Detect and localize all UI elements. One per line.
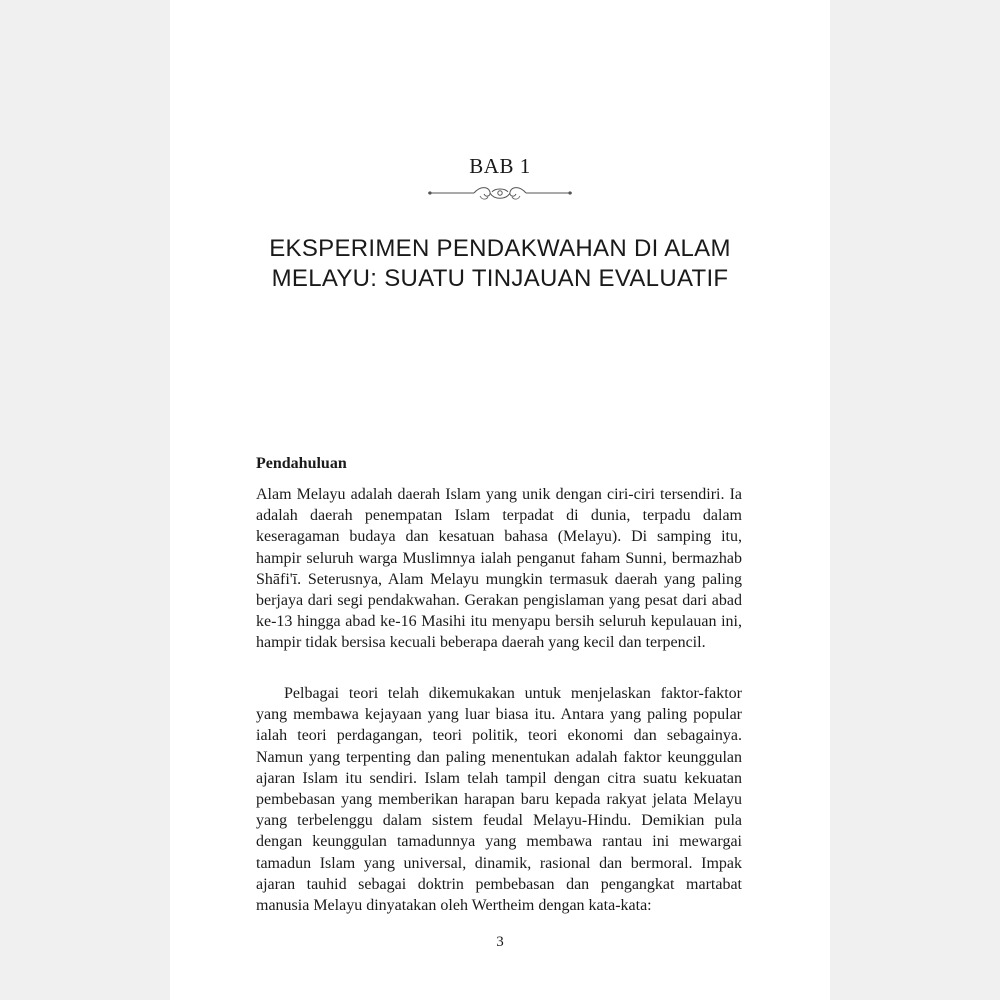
- chapter-title-line-1: EKSPERIMEN PENDAKWAHAN DI ALAM: [269, 235, 731, 262]
- paragraph-2: Pelbagai teori telah dikemukakan untuk menjelaskan faktor-faktor yang membawa kejayaan yang luar biasa itu. Antara yang paling popular ialah teori perdagangan, teori politik, teori ekonomi dan sebagainya. Namun yang terpenting dan paling menentukan adalah faktor keunggulan ajaran Islam itu sendiri. Islam telah tampil dengan citra suatu kekuatan pembebasan yang memberikan harapan baru kepada rakyat jelata Melayu yang terbelenggu dalam sistem feudal Melayu-Hindu. Demikian pula dengan keunggulan tamadunnya yang membawa rantau ini mewargai tamadun Islam yang universal, dinamik, rasional dan bermoral. Impak ajaran tauhid sebagai doktrin pembebasan dan pengangkat martabat manusia Melayu dinyatakan oleh Wertheim dengan kata-kata:: [256, 685, 742, 915]
- page-number: 3: [496, 934, 504, 950]
- decorative-divider-icon: [428, 182, 572, 204]
- chapter-title: [230, 234, 770, 294]
- paragraph-1: Alam Melayu adalah daerah Islam yang unik dengan ciri-ciri tersendiri. Ia adalah daerah penempatan Islam terpadat di dunia, terpadu dalam keseragaman budaya dan kesatuan bahasa (Melayu). Di samping itu, hampir seluruh warga Muslimnya ialah penganut faham Sunni, bermazhab Shāfi'ī. Seterusnya, Alam Melayu mungkin termasuk daerah yang paling berjaya dari segi pendakwahan. Gerakan pengislaman yang pesat dari abad ke-13 hingga abad ke-16 Masihi itu menyapu bersih seluruh kepulauan ini, hampir tidak bersisa kecuali beberapa daerah yang kecil dan terpencil.: [256, 486, 742, 652]
- chapter-label: BAB 1: [469, 154, 531, 178]
- chapter-title-line-2: MELAYU: SUATU TINJAUAN EVALUATIF: [271, 265, 729, 292]
- book-page: [170, 0, 830, 1000]
- section-heading: Pendahuluan: [256, 455, 347, 472]
